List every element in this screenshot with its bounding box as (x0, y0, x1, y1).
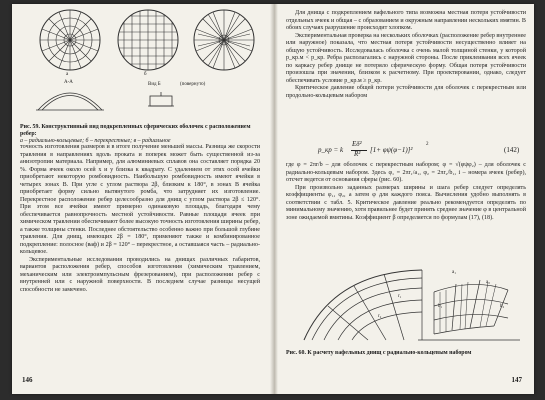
formula-number: (142) (504, 146, 520, 154)
detail-b-drawing (148, 92, 174, 106)
figure-59-caption (20, 124, 260, 145)
fig-label-b1: b₁ (438, 304, 443, 309)
detail-label: Вид Б (148, 82, 161, 87)
cross-grid-dome-drawing (118, 10, 178, 70)
fig-label-r2: r₂ (378, 314, 382, 319)
page-number: 147 (511, 376, 522, 384)
fig-label-b2: b₂ (500, 304, 505, 309)
fig-label-a1: a₁ (452, 270, 456, 275)
body-paragraph: где φ = 2πr/b – для оболочек с перекрестным набором; φ = √(φψφ₂) – для оболочек с радиально-кольцевым набором. Здесь φ₁ = 2πr₁/a₁, φ₂ = 2πr₂/b₁, i – номера ячеек (ребер), отсчет ведется от основания сферы (рис. 60). (286, 162, 526, 183)
section-label: А-А (64, 80, 73, 85)
formula-exponent: 2 (426, 142, 429, 147)
fig-label-a2: a₂ (486, 280, 490, 285)
radial-ring-dome-drawing (40, 10, 100, 70)
book-spread (12, 4, 534, 394)
fig-label-a: а (66, 72, 69, 77)
figure-60 (294, 266, 526, 344)
section-arc-drawing (36, 93, 104, 110)
formula-denominator: R² (354, 150, 361, 158)
book-gutter (270, 4, 278, 394)
page-number: 146 (22, 376, 33, 384)
figure-59 (18, 6, 262, 122)
left-page (12, 4, 270, 394)
figure-60-caption: Рис. 60. К расчету вафельных днищ с радиально-кольцевым набором (286, 350, 472, 356)
formula-bracket: [1+ φψ(φ−1)]² (370, 146, 413, 154)
caption-title: Рис. 59. Конструктивный вид подкрепленных сферических оболочек с расположением ребер: (20, 124, 251, 137)
formula-numerator: Eδ² (352, 140, 362, 148)
right-body-text-2 (286, 162, 526, 222)
formula-142 (318, 142, 528, 160)
body-paragraph: При произвольно заданных размерах ширины и шага ребер следует определять коэффициенты φ₁, φ₂, а затем φ для каждого пояса. Вычисления удобно выполнять в соответствии с табл. 5. Критическое давление реально рекомендуется определять по минимальному значению, хотя правильнее будет принять среднее значение φ в центральной зоне ожидаемой вмятины. Коэффициент β определяется по формулам (17), (18). (286, 184, 526, 221)
radial-dome-drawing (194, 10, 254, 70)
fig-label-b: б (144, 72, 147, 77)
detail-sublabel: (повернуто) (180, 82, 206, 87)
left-body-text (20, 144, 260, 294)
body-paragraph: точность изготовления размеров и в итоге получение меньшей массы. Разница же скорости травления в направлениях вдоль проката и поперек может быть существенной из-за анизотропии материала. Например, для алюминиевых сплавов она составляет порядка 20 %. Форма ячеек около осей x и y близка к квадрату. С удалением от этих осей ячейки приобретают некоторую ромбовидность. Наибольшую ромбовидность имеют ячейки в четырех зонах B. При угле с углом раствора 2β, близким к 180°, в зонах B ячейка приобретает форму сильно вытянутого ромба, что затрудняет их изготовление. Перекрестное расположение ребер целесообразно для днищ с углом раствора 2β ≤ 120°. При этом все ячейки имеют примерно одинаковую площадь, благодаря чему обеспечивается равнопрочность местной устойчивости. Равные площади ячеек при химическом травлении обеспечивают более высокую точность изготовления ширины ребер, а также толщины стенки. Последнее обстоятельство особенно важно при большой глубине травления. Для днищ, имеющих 2β = 180°, применяют также и комбинированное подкрепление: полосное (ваф) и 2β = 120° – перекрестное, а оставшаяся часть – радиально-кольцевое. (20, 144, 260, 255)
right-page (278, 4, 534, 394)
caption-subtitle: а – радиально-кольцевые; б – перекрестные; в – радиальное (20, 138, 171, 144)
body-paragraph: Экспериментальная проверка на нескольких оболочках (расположение ребер внутреннее или наружное) показала, что местная потеря устойчивости несущественно влияет на общую устойчивость. Исследовалась оболочка с очень малой толщиной стенки, у которой p_кр.м < p_кр. Ребра располагались с наружной стороны. После приклеивания всех ячеек по каркасу ребер днище не потеряло сферическую форму. Общая потеря устойчивости произошла при значении, близком к расчетному. При проектировании, однако, следует обеспечивать условие p_кр.м ≥ p_кр. (286, 32, 526, 84)
body-paragraph: Для днища с подкреплением вафельного типа возможна местная потеря устойчивости отдельных ячеек и общая – с образованием и окружным направлении нескольких вмятин. В обоих случаях разрушение происходит хлопком. (286, 10, 526, 31)
body-paragraph: Критическое давление общей потери устойчивости для оболочек с перекрестным или продольно-кольцевым набором (286, 85, 526, 99)
fig-label-r1: r₁ (398, 294, 402, 299)
body-paragraph: Экспериментальные исследования проводились на днищах различных габаритов, вариантов расположения ребер, способов изготовления (химическим травлением, механическим или электроимпульсным фрезерованием), при расположении ребер с внутренней или с наружной поверхности. В последнем случае разницы несущей способности не замечено. (20, 256, 260, 293)
right-body-text (286, 10, 526, 100)
formula-lhs: p_кр = k (318, 146, 344, 154)
